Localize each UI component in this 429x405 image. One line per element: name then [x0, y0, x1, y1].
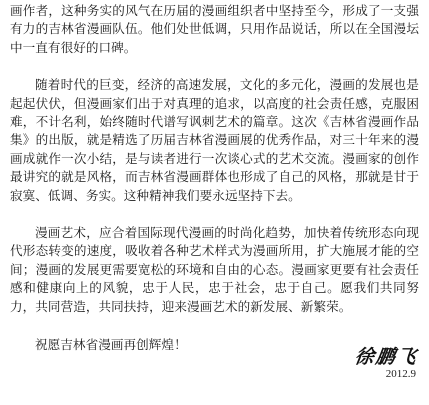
paragraph-blessing: 祝愿吉林省漫画再创辉煌！: [35, 337, 187, 353]
paragraph-future: 漫画艺术，应合着国际现代漫画的时尚化趋势，加快着传统形态向现代形态转变的速度，吸收着各种艺术样式为漫画所用，扩大施展才能的空间；漫画的发展更需要宽松的环境和自由的心态。漫画家更要有社会责任感和健康向上的风貌，忠于人民，忠于社会，忠于自己。愿我们共同努力，共同营造，共同扶持，迎来漫画艺术的新发展、新繁荣。: [10, 225, 419, 314]
paragraph-development: 随着时代的巨变，经济的高速发展，文化的多元化，漫画的发展也是起起伏伏，但漫画家们出于对真理的追求，以高度的社会责任感，克服困难，不计名利，始终随时代谱写讽刺艺术的篇章。这次《吉林省漫画作品集》的出版，就是精选了历届吉林省漫画展的优秀作品，对三十年来的漫画成就作一次小结，是与读者进行一次谈心式的艺术交流。漫画家的创作最讲究的就是风格，而吉林省漫画群体也形成了自己的风格，那就是甘于寂寞、低调、务实。这种精神我们要永远坚持下去。: [10, 77, 419, 203]
paragraph-continuation: 画作者，这种务实的风气在历届的漫画组织者中坚持至今，形成了一支强有力的吉林省漫画队伍。他们处世低调，只用作品说话，所以在全国漫坛中一直有很好的口碑。: [10, 3, 419, 55]
signature-date: 2012.9: [385, 368, 416, 380]
author-signature: 徐鹏飞: [353, 346, 420, 368]
